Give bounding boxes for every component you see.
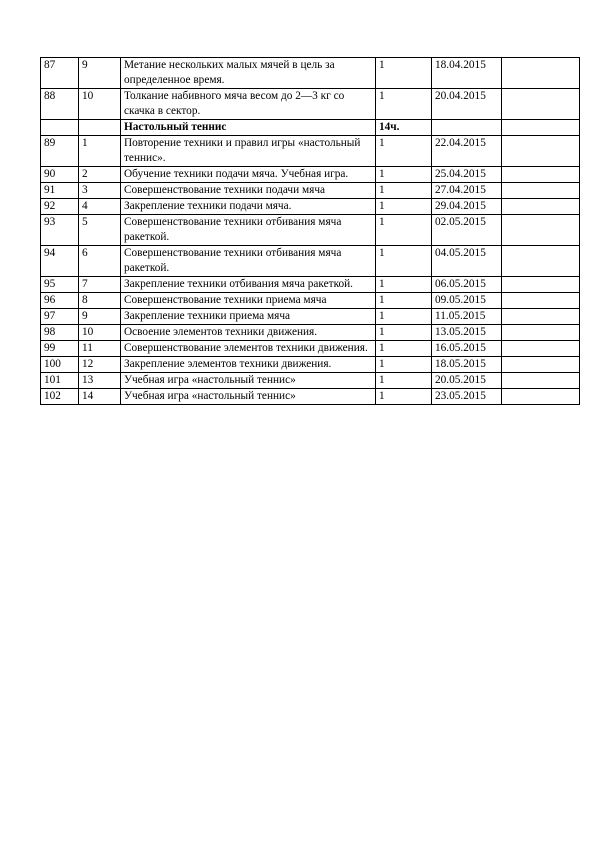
table-row bbox=[41, 246, 580, 277]
date-cell: 22.04.2015 bbox=[432, 136, 502, 167]
lesson-plan-body bbox=[41, 58, 580, 405]
topic-cell: Учебная игра «настольный теннис» bbox=[121, 389, 376, 405]
hours-cell: 1 bbox=[376, 199, 432, 215]
table-row bbox=[41, 183, 580, 199]
row-number-cell: 96 bbox=[41, 293, 79, 309]
topic-cell: Учебная игра «настольный теннис» bbox=[121, 373, 376, 389]
row-number-cell: 100 bbox=[41, 357, 79, 373]
date-cell: 27.04.2015 bbox=[432, 183, 502, 199]
lesson-number-cell: 9 bbox=[79, 58, 121, 89]
section-header-row bbox=[41, 120, 580, 136]
topic-cell: Совершенствование техники отбивания мяча ракеткой. bbox=[121, 246, 376, 277]
hours-cell: 1 bbox=[376, 357, 432, 373]
topic-cell: Обучение техники подачи мяча. Учебная игра. bbox=[121, 167, 376, 183]
row-number-cell: 92 bbox=[41, 199, 79, 215]
note-cell bbox=[502, 215, 580, 246]
date-cell: 23.05.2015 bbox=[432, 389, 502, 405]
hours-cell: 1 bbox=[376, 389, 432, 405]
note-cell bbox=[502, 183, 580, 199]
hours-cell: 1 bbox=[376, 136, 432, 167]
hours-cell: 1 bbox=[376, 293, 432, 309]
lesson-number-cell: 6 bbox=[79, 246, 121, 277]
hours-cell: 14ч. bbox=[376, 120, 432, 136]
topic-cell: Повторение техники и правил игры «настольный теннис». bbox=[121, 136, 376, 167]
note-cell bbox=[502, 58, 580, 89]
lesson-plan-table bbox=[40, 57, 580, 405]
date-cell: 18.04.2015 bbox=[432, 58, 502, 89]
hours-cell: 1 bbox=[376, 215, 432, 246]
note-cell bbox=[502, 357, 580, 373]
hours-cell: 1 bbox=[376, 277, 432, 293]
table-row bbox=[41, 89, 580, 120]
note-cell bbox=[502, 246, 580, 277]
date-cell: 18.05.2015 bbox=[432, 357, 502, 373]
lesson-number-cell: 7 bbox=[79, 277, 121, 293]
note-cell bbox=[502, 341, 580, 357]
hours-cell: 1 bbox=[376, 341, 432, 357]
row-number-cell: 94 bbox=[41, 246, 79, 277]
hours-cell: 1 bbox=[376, 167, 432, 183]
date-cell: 11.05.2015 bbox=[432, 309, 502, 325]
lesson-number-cell: 14 bbox=[79, 389, 121, 405]
note-cell bbox=[502, 293, 580, 309]
topic-cell: Совершенствование техники приема мяча bbox=[121, 293, 376, 309]
row-number-cell: 91 bbox=[41, 183, 79, 199]
topic-cell: Совершенствование техники отбивания мяча ракеткой. bbox=[121, 215, 376, 246]
note-cell bbox=[502, 120, 580, 136]
table-row bbox=[41, 215, 580, 246]
note-cell bbox=[502, 199, 580, 215]
row-number-cell: 88 bbox=[41, 89, 79, 120]
hours-cell: 1 bbox=[376, 325, 432, 341]
date-cell: 04.05.2015 bbox=[432, 246, 502, 277]
table-row bbox=[41, 293, 580, 309]
note-cell bbox=[502, 167, 580, 183]
date-cell: 16.05.2015 bbox=[432, 341, 502, 357]
row-number-cell: 89 bbox=[41, 136, 79, 167]
date-cell: 29.04.2015 bbox=[432, 199, 502, 215]
note-cell bbox=[502, 277, 580, 293]
lesson-number-cell: 4 bbox=[79, 199, 121, 215]
table-row bbox=[41, 357, 580, 373]
table-row bbox=[41, 373, 580, 389]
note-cell bbox=[502, 89, 580, 120]
lesson-number-cell: 1 bbox=[79, 136, 121, 167]
table-row bbox=[41, 309, 580, 325]
lesson-number-cell: 11 bbox=[79, 341, 121, 357]
hours-cell: 1 bbox=[376, 373, 432, 389]
date-cell: 13.05.2015 bbox=[432, 325, 502, 341]
row-number-cell: 97 bbox=[41, 309, 79, 325]
note-cell bbox=[502, 325, 580, 341]
hours-cell: 1 bbox=[376, 246, 432, 277]
date-cell: 09.05.2015 bbox=[432, 293, 502, 309]
lesson-number-cell: 10 bbox=[79, 89, 121, 120]
table-row bbox=[41, 167, 580, 183]
hours-cell: 1 bbox=[376, 58, 432, 89]
row-number-cell: 93 bbox=[41, 215, 79, 246]
hours-cell: 1 bbox=[376, 89, 432, 120]
row-number-cell bbox=[41, 120, 79, 136]
row-number-cell: 95 bbox=[41, 277, 79, 293]
lesson-number-cell: 12 bbox=[79, 357, 121, 373]
table-row bbox=[41, 389, 580, 405]
note-cell bbox=[502, 136, 580, 167]
table-row bbox=[41, 341, 580, 357]
date-cell: 02.05.2015 bbox=[432, 215, 502, 246]
table-row bbox=[41, 277, 580, 293]
note-cell bbox=[502, 309, 580, 325]
note-cell bbox=[502, 373, 580, 389]
topic-cell: Закрепление техники подачи мяча. bbox=[121, 199, 376, 215]
date-cell: 06.05.2015 bbox=[432, 277, 502, 293]
lesson-number-cell: 13 bbox=[79, 373, 121, 389]
topic-cell: Закрепление элементов техники движения. bbox=[121, 357, 376, 373]
row-number-cell: 101 bbox=[41, 373, 79, 389]
date-cell bbox=[432, 120, 502, 136]
topic-cell: Освоение элементов техники движения. bbox=[121, 325, 376, 341]
row-number-cell: 98 bbox=[41, 325, 79, 341]
table-row bbox=[41, 58, 580, 89]
hours-cell: 1 bbox=[376, 309, 432, 325]
topic-cell: Совершенствование элементов техники движения. bbox=[121, 341, 376, 357]
lesson-number-cell: 3 bbox=[79, 183, 121, 199]
row-number-cell: 99 bbox=[41, 341, 79, 357]
hours-cell: 1 bbox=[376, 183, 432, 199]
row-number-cell: 90 bbox=[41, 167, 79, 183]
topic-cell: Настольный теннис bbox=[121, 120, 376, 136]
lesson-number-cell bbox=[79, 120, 121, 136]
date-cell: 20.04.2015 bbox=[432, 89, 502, 120]
row-number-cell: 102 bbox=[41, 389, 79, 405]
date-cell: 25.04.2015 bbox=[432, 167, 502, 183]
lesson-number-cell: 10 bbox=[79, 325, 121, 341]
lesson-number-cell: 2 bbox=[79, 167, 121, 183]
table-row bbox=[41, 325, 580, 341]
note-cell bbox=[502, 389, 580, 405]
lesson-number-cell: 8 bbox=[79, 293, 121, 309]
table-row bbox=[41, 199, 580, 215]
topic-cell: Толкание набивного мяча весом до 2—3 кг со скачка в сектор. bbox=[121, 89, 376, 120]
lesson-number-cell: 5 bbox=[79, 215, 121, 246]
date-cell: 20.05.2015 bbox=[432, 373, 502, 389]
row-number-cell: 87 bbox=[41, 58, 79, 89]
topic-cell: Закрепление техники отбивания мяча ракеткой. bbox=[121, 277, 376, 293]
topic-cell: Совершенствование техники подачи мяча bbox=[121, 183, 376, 199]
topic-cell: Метание нескольких малых мячей в цель за определенное время. bbox=[121, 58, 376, 89]
table-row bbox=[41, 136, 580, 167]
lesson-number-cell: 9 bbox=[79, 309, 121, 325]
topic-cell: Закрепление техники приема мяча bbox=[121, 309, 376, 325]
